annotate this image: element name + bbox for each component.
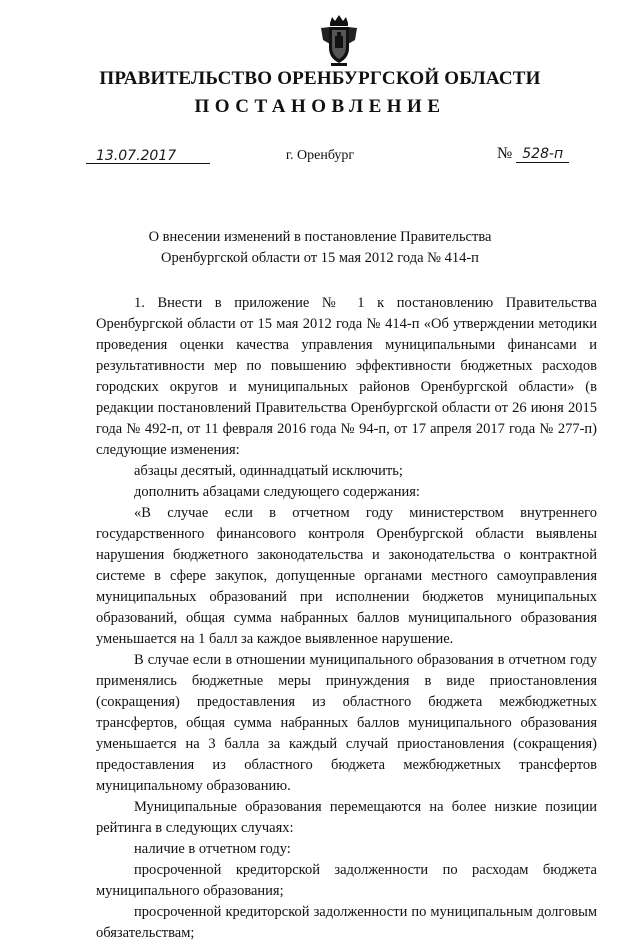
document-type-title: ПОСТАНОВЛЕНИЕ — [194, 96, 446, 117]
body-paragraph: абзацы десятый, одиннадцатый исключить; — [134, 463, 403, 479]
body-paragraph: дополнить абзацами следующего содержания: — [134, 484, 420, 500]
coat-of-arms-emblem — [318, 14, 360, 68]
body-paragraph: «В случае если в отчетном году министерством внутреннего государственного финансового контроля Оренбургской области выявлены нарушения бюджетного законодательства и законодательства о контрактной системе в сфере закупок, допущенные органами местного самоуправления муниципальных образований при исполнении бюджетов муниципальных образований, общая сумма набранных баллов муниципального образования уменьшается на 1 балл за каждое выявленное нарушение. — [96, 505, 597, 647]
organization-title: ПРАВИТЕЛЬСТВО ОРЕНБУРГСКОЙ ОБЛАСТИ — [99, 68, 541, 89]
body-paragraph: Муниципальные образования перемещаются на более низкие позиции рейтинга в следующих случаях: — [96, 799, 597, 836]
body-paragraph: В случае если в отношении муниципального образования в отчетном году применялись бюджетные меры принуждения в виде приостановления (сокращения) предоставления из областного бюджета межбюджетных трансфертов, общая сумма набранных баллов муниципального образования уменьшается на 3 балла за каждый случай приостановления (сокращения) предоставления из областного бюджета межбюджетных трансфертов муниципальному образованию. — [96, 652, 597, 794]
document-number-field — [497, 145, 569, 163]
subject-line: О внесении изменений в постановление Правительства — [148, 229, 492, 245]
document-body — [96, 293, 597, 944]
body-paragraph: просроченной кредиторской задолженности по расходам бюджета муниципального образования; — [96, 862, 597, 899]
document-date: 13.07.2017 — [96, 148, 177, 164]
body-paragraph: 1. Внести в приложение № 1 к постановлению Правительства Оренбургской области от 15 мая 2012 года № 414-п «Об утверждении методики проведения оценки качества управления муниципальными финансами и результативности мер по повышению эффективности бюджетных расходов городских округов и муниципальных районов Оренбургской области» (в редакции постановлений Правительства Оренбургской области от 26 июня 2015 года № 492-п, от 11 февраля 2016 года № 94-п, от 17 апреля 2017 года № 277-п) следующие изменения: — [96, 295, 597, 458]
document-subject — [0, 227, 640, 269]
body-paragraph: наличие в отчетном году: — [134, 841, 291, 857]
body-paragraph: просроченной кредиторской задолженности по муниципальным долговым обязательствам; — [96, 904, 597, 941]
number-sign: № — [497, 145, 513, 162]
subject-line: Оренбургской области от 15 мая 2012 года № 414-п — [161, 250, 479, 266]
document-city: г. Оренбург — [285, 148, 355, 163]
document-number: 528-п — [516, 146, 569, 163]
